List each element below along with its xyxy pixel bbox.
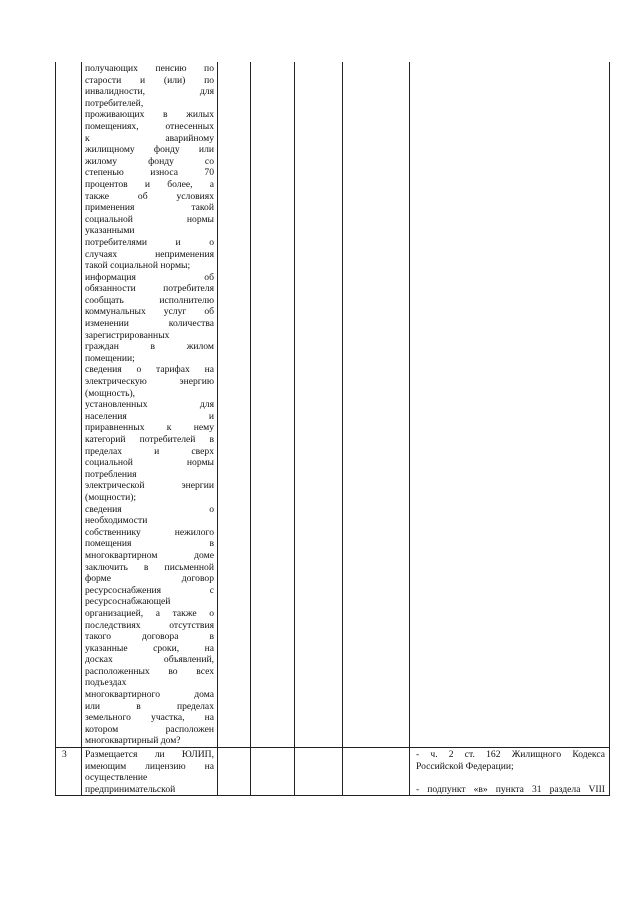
- reference-line: - подпункт «в» пункта 31 раздела VIII: [416, 783, 605, 795]
- question-line: электрической энергии: [85, 480, 214, 492]
- question-line: или в пределах: [85, 700, 214, 712]
- question-line: помещения в: [85, 538, 214, 550]
- answer-na-cell: [295, 62, 343, 748]
- row-number: 3: [62, 749, 67, 761]
- question-line: предпринимательской: [85, 783, 176, 795]
- question-line: многоквартирный дом?: [85, 735, 181, 747]
- question-line: проживающих в жилых: [85, 109, 214, 121]
- references-cell: [410, 748, 610, 796]
- question-line: применения такой: [85, 202, 214, 214]
- answer-no-cell: [251, 748, 295, 796]
- question-line: изменении количества: [85, 318, 214, 330]
- question-line: ресурсоснабжения с: [85, 584, 214, 596]
- question-text: [82, 748, 217, 795]
- question-line: населения и: [85, 410, 214, 422]
- question-line: категорий потребителей в: [85, 434, 214, 445]
- question-line: такого договора в: [85, 631, 214, 643]
- table-row-continued: [56, 62, 610, 748]
- question-line: коммунальных услуг об: [85, 306, 214, 318]
- question-line: жилому фонду со: [85, 155, 214, 167]
- question-line: необходимости: [85, 515, 148, 527]
- question-line: указанными: [85, 225, 135, 237]
- note-cell: [343, 748, 410, 796]
- question-line: потребления: [85, 468, 137, 480]
- question-line: пределах и сверх: [85, 445, 214, 457]
- question-line: приравненных к нему: [85, 422, 214, 434]
- question-line: зарегистрированных: [85, 329, 170, 341]
- question-line: земельного участка, на: [85, 712, 214, 724]
- question-line: сообщать исполнителю: [85, 294, 214, 306]
- question-line: информация об: [85, 271, 214, 283]
- question-line: (мощности);: [85, 491, 137, 503]
- question-line: многоквартирном доме: [85, 549, 214, 561]
- question-line: также об условиях: [85, 190, 214, 202]
- question-line: степенью износа 70: [85, 167, 214, 179]
- question-line: процентов и более, а: [85, 178, 214, 190]
- legal-references: [410, 748, 609, 795]
- question-line: инвалидности, для: [85, 86, 214, 98]
- question-line: помещении;: [85, 352, 135, 364]
- reference-line: - ч. 2 ст. 162 Жилищного Кодекса: [416, 749, 605, 761]
- question-text: [82, 62, 217, 747]
- question-line: организацией, а также о: [85, 607, 214, 619]
- references-cell: [410, 62, 610, 748]
- question-line: социальной нормы: [85, 457, 214, 469]
- question-line: обязанности потребителя: [85, 283, 214, 295]
- question-line: указанные сроки, на: [85, 642, 214, 654]
- answer-yes-cell: [218, 748, 251, 796]
- question-line: получающих пенсию по: [85, 63, 214, 74]
- question-line: установленных для: [85, 399, 214, 411]
- question-line: расположенных во всех: [85, 665, 214, 677]
- question-line: подъездах: [85, 677, 127, 689]
- question-line: старости и (или) по: [85, 74, 214, 86]
- question-line: (мощность),: [85, 387, 136, 399]
- reference-line: Российской Федерации;: [416, 760, 514, 772]
- answer-no-cell: [251, 62, 295, 748]
- answer-na-cell: [295, 748, 343, 796]
- question-line: многоквартирного дома: [85, 689, 214, 701]
- reference-item: [416, 749, 605, 772]
- question-line: досках объявлений,: [85, 654, 214, 666]
- question-line: сведения о тарифах на: [85, 364, 214, 376]
- question-line: граждан в жилом: [85, 341, 214, 353]
- question-line: потребителей,: [85, 97, 144, 109]
- row-number-cell: [56, 62, 82, 748]
- question-line: собственнику нежилого: [85, 526, 214, 538]
- question-line: потребителями и о: [85, 236, 214, 248]
- question-line: электрическую энергию: [85, 376, 214, 388]
- question-cell: [82, 748, 218, 796]
- reference-item: [416, 784, 605, 796]
- question-line: ресурсоснабжающей: [85, 596, 171, 608]
- question-line: случаях неприменения: [85, 248, 214, 260]
- question-line: котором расположен: [85, 723, 214, 735]
- note-cell: [343, 62, 410, 748]
- row-number-cell: [56, 748, 82, 796]
- question-line: сведения о: [85, 503, 214, 515]
- question-line: форме договор: [85, 573, 214, 585]
- question-line: социальной нормы: [85, 213, 214, 225]
- question-line: заключить в письменной: [85, 561, 214, 573]
- question-line: жилищному фонду или: [85, 144, 214, 156]
- table-row-3: [56, 748, 610, 796]
- question-line: имеющим лицензию на: [85, 760, 214, 772]
- answer-yes-cell: [218, 62, 251, 748]
- question-line: Размещается ли ЮЛИП,: [85, 749, 214, 761]
- checklist-table: [55, 62, 610, 796]
- question-line: помещениях, отнесенных: [85, 120, 214, 132]
- question-line: последствиях отсутствия: [85, 619, 214, 631]
- question-cell: [82, 62, 218, 748]
- question-line: такой социальной нормы;: [85, 260, 191, 272]
- question-line: осуществление: [85, 772, 148, 784]
- question-line: к аварийному: [85, 132, 214, 144]
